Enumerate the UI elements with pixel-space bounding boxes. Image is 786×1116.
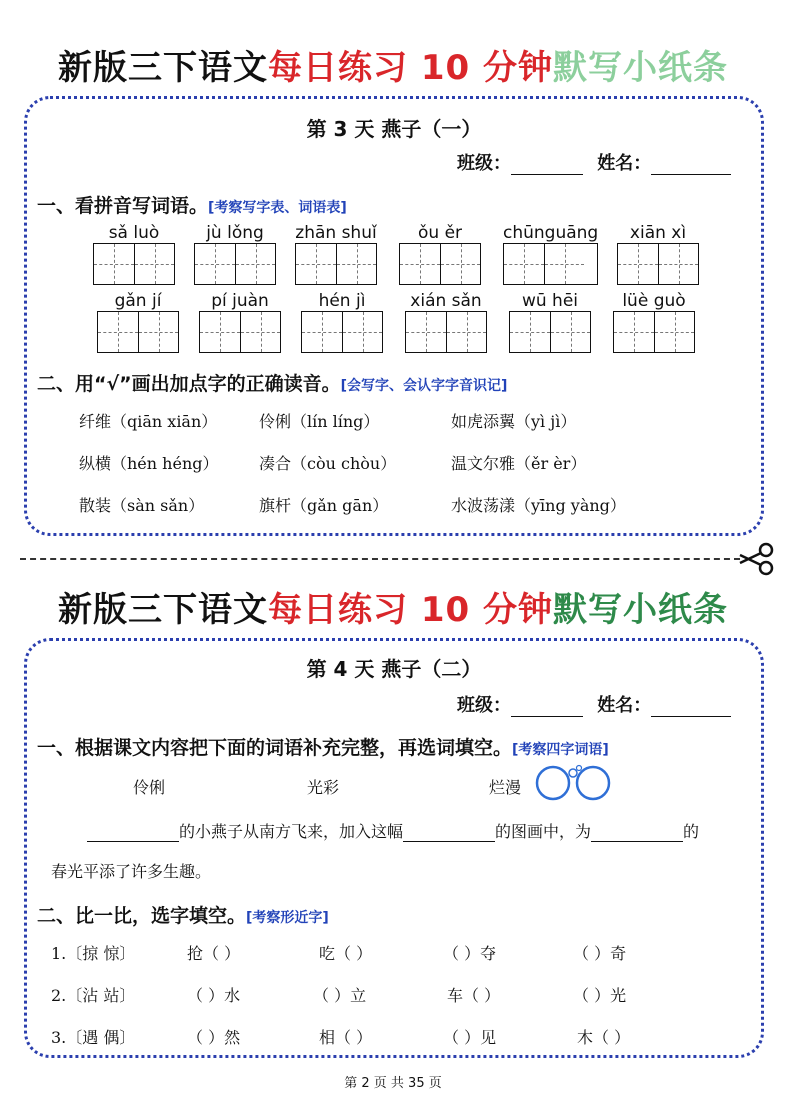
pinyin-item (97, 291, 179, 353)
fill-cell[interactable]: 车（ ） (447, 986, 501, 1005)
pinyin-item (617, 223, 699, 285)
pinyin-text: gǎn jí (114, 291, 162, 311)
fill-cell[interactable]: （ ）见 (443, 1028, 497, 1047)
reading-option[interactable]: 散装（sàn sǎn） (79, 496, 205, 515)
name-blank[interactable] (651, 699, 731, 717)
reading-option[interactable]: 温文尔雅（ěr èr） (451, 454, 587, 473)
reading-option[interactable]: 旗杆（gǎn gān） (259, 496, 389, 515)
reading-option[interactable]: 纤维（qiān xiān） (79, 412, 218, 431)
sentence-part: 的 (683, 822, 700, 841)
pinyin-text: jù lǒng (206, 223, 264, 243)
fill-cell[interactable]: （ ）夺 (443, 944, 497, 963)
answer-blank[interactable] (87, 824, 179, 842)
writing-grid[interactable] (194, 243, 276, 285)
fill-cell[interactable]: 吃（ ） (319, 944, 373, 963)
card-title: 第 3 天 燕子（一） (306, 117, 482, 141)
banner-part-2: 每日练习 10 分钟 (268, 590, 553, 630)
writing-grid[interactable] (199, 311, 281, 353)
bubbles-icon (533, 763, 617, 803)
word-prompt: 伶俐 (133, 778, 166, 797)
section-title: 一、看拼音写词语。 (37, 195, 209, 217)
banner-title-2 (0, 582, 786, 631)
pinyin-item (295, 223, 377, 285)
pinyin-text: xiān xì (629, 223, 687, 243)
pinyin-text: chūnguāng (503, 223, 599, 243)
sentence-part: 的图画中，为 (495, 822, 592, 841)
banner-part-1: 新版三下语文 (58, 590, 268, 630)
pinyin-item (399, 223, 481, 285)
class-blank[interactable] (511, 699, 583, 717)
pinyin-item (301, 291, 383, 353)
pinyin-item (509, 291, 591, 353)
pinyin-item (613, 291, 695, 353)
writing-grid[interactable] (617, 243, 699, 285)
pinyin-item (93, 223, 175, 285)
writing-grid[interactable] (503, 243, 598, 285)
banner-part-3: 默写小纸条 (553, 48, 728, 88)
reading-option[interactable]: 水波荡漾（yīng yàng） (451, 496, 626, 515)
section-heading (37, 733, 609, 760)
class-label: 班级： (457, 153, 511, 174)
section-title: 二、用“√”画出加点字的正确读音。 (37, 373, 341, 395)
card-title: 第 4 天 燕子（二） (306, 657, 482, 681)
pinyin-text: wū hēi (521, 291, 579, 311)
writing-grid[interactable] (301, 311, 383, 353)
cut-line (20, 558, 740, 560)
worksheet-card-day4 (24, 638, 764, 1058)
name-label: 姓名： (597, 695, 652, 716)
row-label: 2.〔沾 站〕 (51, 986, 136, 1005)
answer-blank[interactable] (591, 824, 683, 842)
fill-cell[interactable]: （ ）然 (187, 1028, 241, 1047)
fill-cell[interactable]: （ ）立 (313, 986, 367, 1005)
reading-option[interactable]: 伶俐（lín líng） (259, 412, 380, 431)
fill-cell[interactable]: （ ）水 (187, 986, 241, 1005)
writing-grid[interactable] (97, 311, 179, 353)
reading-option[interactable]: 凑合（còu chòu） (259, 454, 397, 473)
reading-option[interactable]: 如虎添翼（yì jì） (451, 412, 577, 431)
writing-grid[interactable] (93, 243, 175, 285)
pinyin-item (194, 223, 276, 285)
pinyin-text: zhān shuǐ (295, 223, 377, 243)
writing-grid[interactable] (405, 311, 487, 353)
class-blank[interactable] (511, 157, 583, 175)
sentence-line-2: 春光平添了许多生趣。 (51, 862, 212, 881)
name-label: 姓名： (597, 153, 652, 174)
pinyin-item (405, 291, 487, 353)
reading-option[interactable]: 纵横（hén héng） (79, 454, 219, 473)
pinyin-text: hén jì (318, 291, 366, 311)
word-prompt: 光彩 (307, 778, 340, 797)
pinyin-item (199, 291, 281, 353)
section-title: 二、比一比，选字填空。 (37, 905, 247, 927)
pinyin-text: ǒu ěr (417, 223, 463, 243)
section-heading (37, 191, 347, 218)
writing-grid[interactable] (613, 311, 695, 353)
fill-sentence (87, 819, 699, 842)
pinyin-text: sǎ luò (108, 223, 160, 243)
worksheet-card-day3 (24, 96, 764, 536)
pinyin-item (503, 223, 598, 285)
fill-cell[interactable]: 木（ ） (577, 1028, 631, 1047)
section-heading (37, 901, 329, 928)
section-tag: [考察四字词语] (512, 742, 609, 758)
banner-part-3: 默写小纸条 (553, 590, 728, 630)
name-blank[interactable] (651, 157, 731, 175)
section-tag: [考察形近字] (246, 910, 329, 926)
fill-cell[interactable]: 抢（ ） (187, 944, 241, 963)
pinyin-text: pí juàn (211, 291, 269, 311)
fill-cell[interactable]: （ ）奇 (573, 944, 627, 963)
fill-cell[interactable]: （ ）光 (573, 986, 627, 1005)
banner-part-1: 新版三下语文 (58, 48, 268, 88)
writing-grid[interactable] (295, 243, 377, 285)
scissors-icon (736, 542, 776, 576)
sentence-part: 的小燕子从南方飞来，加入这幅 (179, 822, 404, 841)
pinyin-text: xián sǎn (410, 291, 482, 311)
section-tag: [会写字、会认字字音识记] (340, 378, 508, 394)
section-title: 一、根据课文内容把下面的词语补充完整，再选词填空。 (37, 737, 513, 759)
section-tag: [考察写字表、词语表] (208, 200, 347, 216)
writing-grid[interactable] (509, 311, 591, 353)
row-label: 3.〔遇 偶〕 (51, 1028, 136, 1047)
class-label: 班级： (457, 695, 511, 716)
banner-title-1 (0, 40, 786, 89)
section-heading (37, 369, 507, 396)
page-footer: 第 2 页 共 35 页 (344, 1076, 442, 1091)
class-name-fields (457, 691, 731, 717)
class-name-fields (457, 149, 731, 175)
writing-grid[interactable] (399, 243, 481, 285)
fill-cell[interactable]: 相（ ） (319, 1028, 373, 1047)
word-prompt: 烂漫 (489, 778, 522, 797)
row-label: 1.〔掠 惊〕 (51, 944, 136, 963)
pinyin-text: lüè guò (622, 291, 686, 311)
banner-part-2: 每日练习 10 分钟 (268, 48, 553, 88)
answer-blank[interactable] (403, 824, 495, 842)
